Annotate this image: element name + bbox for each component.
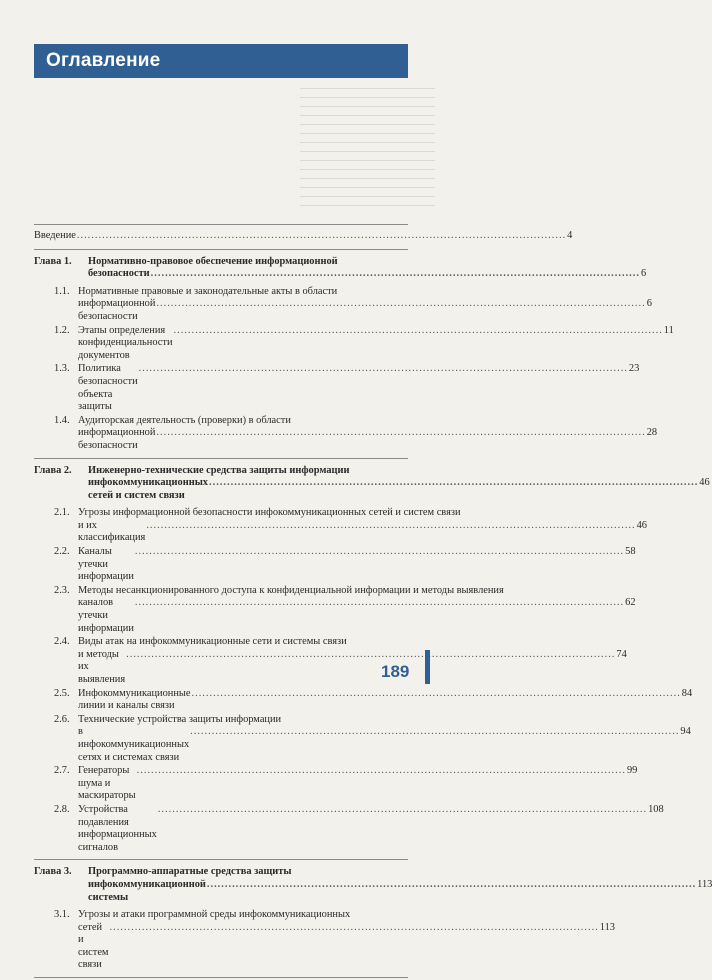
section-number: 2.5. bbox=[54, 687, 70, 699]
section-number: 2.6. bbox=[54, 713, 70, 725]
section-page: 58 bbox=[625, 546, 636, 558]
dot-leader bbox=[139, 363, 628, 376]
chapter-title-line: безопасности bbox=[88, 268, 150, 280]
section-page: 28 bbox=[646, 427, 658, 439]
section-page: 113 bbox=[599, 921, 615, 933]
section-page: 46 bbox=[636, 519, 647, 531]
chapter-number: Глава 3. bbox=[34, 866, 72, 878]
section-title-line: и их классификация bbox=[78, 519, 146, 544]
toc-section[interactable] bbox=[54, 414, 658, 453]
section-number: 1.3. bbox=[54, 363, 70, 375]
chapter-number: Глава 2. bbox=[34, 464, 72, 476]
dot-leader bbox=[151, 268, 640, 281]
section-number: 1.2. bbox=[54, 324, 70, 336]
section-page: 11 bbox=[663, 324, 674, 336]
divider bbox=[34, 224, 408, 225]
chapter-title-line: Программно-аппаратные средства защиты bbox=[88, 866, 292, 878]
dot-leader bbox=[209, 477, 698, 490]
divider bbox=[34, 249, 408, 250]
toc-section[interactable] bbox=[54, 324, 674, 363]
section-number: 1.1. bbox=[54, 285, 70, 297]
dot-leader bbox=[126, 649, 615, 662]
dot-leader bbox=[192, 688, 681, 701]
toc-section[interactable] bbox=[54, 713, 691, 764]
section-number: 2.2. bbox=[54, 546, 70, 558]
section-title-line: сетей и систем связи bbox=[78, 921, 109, 971]
section-title-line: Устройства подавления информационных сигналов bbox=[78, 803, 157, 853]
chapter-page: 46 bbox=[699, 477, 710, 489]
dot-leader bbox=[190, 726, 679, 739]
section-title-line: Угрозы информационной безопасности инфокоммуникационных сетей и систем связи bbox=[78, 507, 461, 519]
chapter-number: Глава 1. bbox=[34, 255, 72, 267]
toc-section[interactable] bbox=[54, 909, 615, 972]
section-title-line: Методы несанкционированного доступа к конфиденциальной информации и методы выявления bbox=[78, 584, 504, 596]
section-number: 1.4. bbox=[54, 414, 70, 426]
dot-leader bbox=[137, 765, 626, 778]
dot-leader bbox=[77, 230, 566, 243]
toc-section[interactable] bbox=[54, 584, 636, 635]
divider bbox=[34, 977, 408, 978]
section-title-line: Инфокоммуникационные линии и каналы связи bbox=[78, 687, 191, 712]
toc-section[interactable] bbox=[54, 507, 647, 545]
header-bar bbox=[34, 44, 408, 78]
section-page: 84 bbox=[681, 687, 693, 699]
section-number: 2.3. bbox=[54, 584, 70, 596]
toc-chapter[interactable] bbox=[34, 464, 710, 503]
toc-entry-label: Введение bbox=[34, 230, 76, 241]
chapter-page: 113 bbox=[697, 878, 712, 890]
section-number: 2.4. bbox=[54, 636, 70, 648]
section-number: 3.1. bbox=[54, 909, 70, 921]
toc-section[interactable] bbox=[54, 803, 664, 854]
toc-section[interactable] bbox=[54, 687, 693, 713]
section-page: 62 bbox=[625, 597, 636, 609]
page-number: 189 bbox=[381, 662, 410, 681]
section-page: 74 bbox=[616, 648, 627, 660]
divider bbox=[34, 458, 408, 459]
chapter-page: 6 bbox=[640, 268, 647, 280]
section-title-line: Генераторы шума и маскираторы bbox=[78, 765, 136, 802]
section-title-line: информационной безопасности bbox=[78, 427, 156, 451]
section-title-line: Политика безопасности объекта защиты bbox=[78, 363, 138, 413]
section-number: 2.7. bbox=[54, 765, 70, 777]
dot-leader bbox=[156, 427, 645, 440]
section-title-line: в инфокоммуникационных сетях и системах связи bbox=[78, 726, 190, 763]
dot-leader bbox=[146, 520, 635, 533]
chapter-title-line: инфокоммуникационной системы bbox=[88, 878, 206, 903]
toc-section[interactable] bbox=[54, 636, 627, 686]
section-page: 94 bbox=[680, 726, 691, 738]
dot-leader bbox=[158, 804, 647, 817]
page-edge-marker bbox=[425, 650, 430, 684]
section-title-line: Каналы утечки информации bbox=[78, 546, 134, 583]
section-page: 108 bbox=[648, 803, 664, 815]
dot-leader bbox=[156, 298, 645, 311]
toc-section[interactable] bbox=[54, 546, 636, 584]
toc-section[interactable] bbox=[54, 285, 652, 324]
section-page: 99 bbox=[626, 765, 638, 777]
toc-entry-intro[interactable] bbox=[34, 230, 573, 243]
section-number: 2.1. bbox=[54, 507, 70, 519]
toc-section[interactable] bbox=[54, 363, 640, 413]
toc-entry-page: 4 bbox=[567, 230, 573, 241]
table-of-contents bbox=[34, 224, 712, 980]
section-title-line: Этапы определения конфиденциальности документов bbox=[78, 324, 173, 361]
dot-leader bbox=[110, 922, 599, 935]
section-title-line: и методы их выявления bbox=[78, 648, 126, 685]
page-title: Оглавление bbox=[46, 50, 161, 71]
section-title-line: Нормативные правовые и законодательные акты в области bbox=[78, 285, 338, 297]
section-page: 6 bbox=[646, 298, 652, 310]
section-title-line: Аудиторская деятельность (проверки) в области bbox=[78, 414, 291, 426]
chapter-title-line: Нормативно-правовое обеспечение информационной bbox=[88, 255, 338, 267]
section-number: 2.8. bbox=[54, 803, 70, 815]
section-title-line: информационной безопасности bbox=[78, 298, 156, 322]
toc-chapter[interactable] bbox=[34, 255, 647, 281]
section-title-line: Угрозы и атаки программной среды инфокоммуникационных bbox=[78, 909, 351, 921]
section-title-line: каналов утечки информации bbox=[78, 597, 134, 634]
chapter-title-line: инфокоммуникационных сетей и систем связи bbox=[88, 477, 209, 501]
dot-leader bbox=[135, 597, 624, 610]
dot-leader bbox=[135, 546, 624, 559]
dot-leader bbox=[174, 325, 663, 338]
section-title-line: Виды атак на инфокоммуникационные сети и системы связи bbox=[78, 636, 347, 648]
toc-section[interactable] bbox=[54, 765, 638, 803]
divider bbox=[34, 859, 408, 860]
chapter-title-line: Инженерно-технические средства защиты информации bbox=[88, 464, 350, 476]
chapters-list bbox=[34, 255, 712, 978]
bleed-through-text bbox=[300, 80, 435, 230]
toc-chapter[interactable] bbox=[34, 866, 712, 904]
section-page: 23 bbox=[628, 363, 640, 375]
section-title-line: Технические устройства защиты информации bbox=[78, 713, 282, 725]
dot-leader bbox=[207, 879, 696, 892]
